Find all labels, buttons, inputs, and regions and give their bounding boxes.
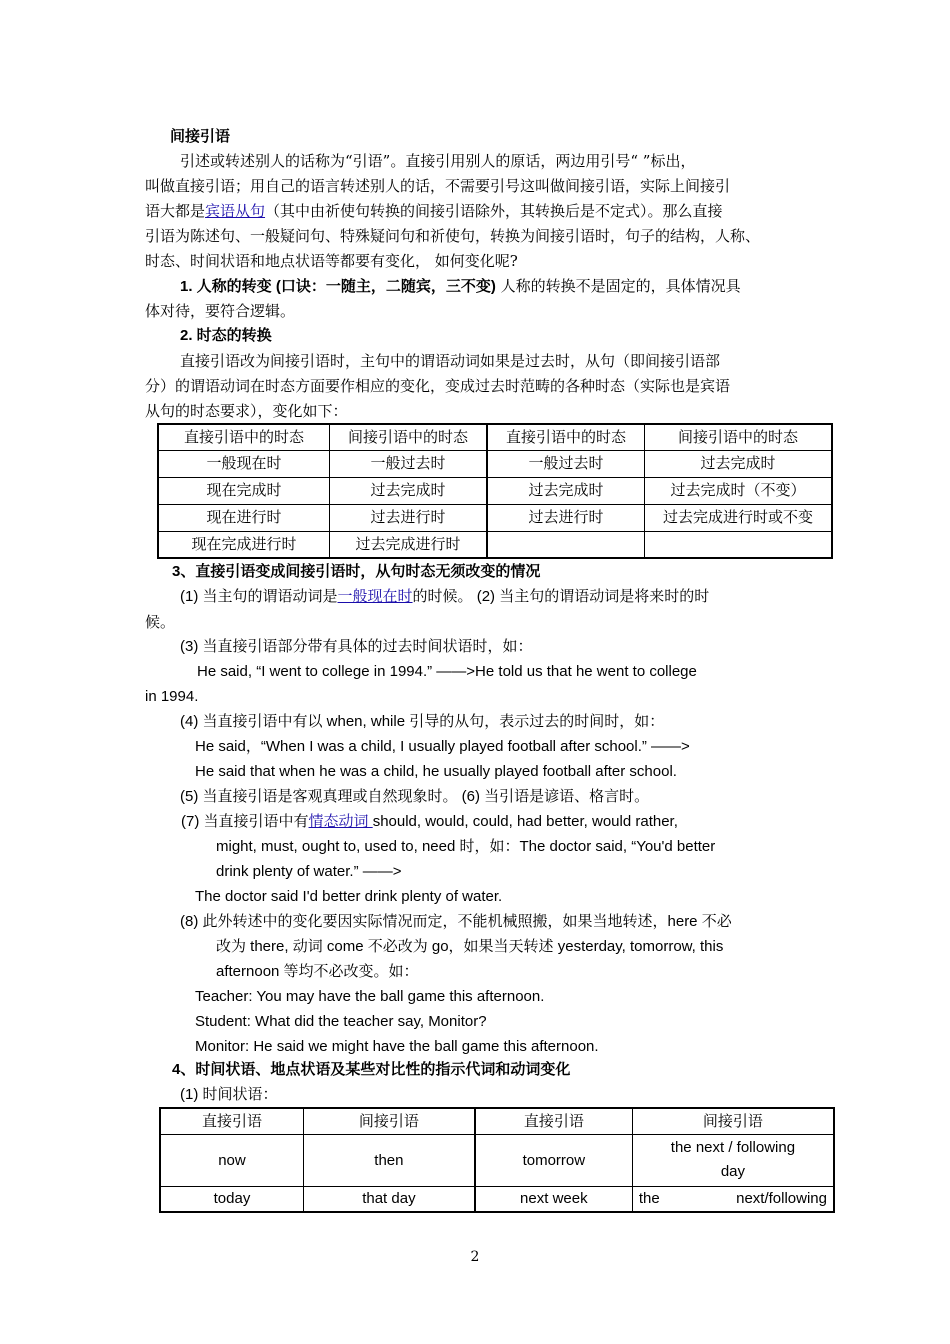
time-adverbial-table bbox=[159, 1107, 835, 1213]
example-line: in 1994. bbox=[145, 688, 199, 705]
table-row bbox=[158, 450, 832, 477]
table-cell: today bbox=[160, 1186, 303, 1212]
table-row bbox=[160, 1186, 834, 1212]
table-header: 间接引语 bbox=[303, 1108, 474, 1134]
section-1-text: 人称的转换不是固定的，具体情况具 bbox=[495, 277, 741, 295]
table-row bbox=[158, 477, 832, 504]
intro-text: （其中由祈使句转换的间接引语除外，其转换后是不定式）。那么直接 bbox=[265, 202, 723, 220]
example-line: He said，“When I was a child, I usually played football after school.” ——> bbox=[195, 738, 690, 755]
table-cell: 过去进行时 bbox=[329, 504, 487, 531]
cell-word: next/following bbox=[736, 1190, 827, 1208]
point-text: (1) 当主句的谓语动词是 bbox=[180, 588, 338, 605]
section-3-point-4: (4) 当直接引语中有以 when, while 引导的从句，表示过去的时间时，如： bbox=[180, 713, 665, 730]
cell-split bbox=[639, 1189, 827, 1208]
table-cell: 一般现在时 bbox=[158, 450, 329, 477]
dialogue-line: Teacher: You may have the ball game this afternoon. bbox=[195, 988, 545, 1005]
simple-present-link[interactable]: 一般现在时 bbox=[337, 588, 413, 605]
section-3-point-1 bbox=[180, 587, 709, 607]
section-2-line-1: 直接引语改为间接引语时，主句中的谓语动词如果是过去时，从句（即间接引语部 bbox=[180, 352, 721, 370]
section-3-heading: 3、直接引语变成间接引语时，从句时态无须改变的情况 bbox=[172, 563, 541, 580]
section-1-heading: 1. 人称的转变 (口诀：一随主，二随宾，三不变) bbox=[180, 278, 496, 295]
section-3-point-7 bbox=[181, 812, 678, 832]
table-cell: 现在完成进行时 bbox=[158, 531, 329, 558]
table-header: 间接引语 bbox=[632, 1108, 834, 1134]
table-cell: 过去进行时 bbox=[487, 504, 645, 531]
point-text: should, would, could, had better, would rather, bbox=[372, 813, 678, 830]
table-row bbox=[160, 1134, 834, 1186]
intro-line-4: 引语为陈述句、一般疑问句、特殊疑问句和祈使句，转换为间接引语时，句子的结构，人称、 bbox=[145, 227, 761, 245]
table-cell: 一般过去时 bbox=[329, 450, 487, 477]
table-cell: 过去完成时 bbox=[645, 450, 833, 477]
table-cell: now bbox=[160, 1134, 303, 1186]
table-header: 直接引语 bbox=[160, 1108, 303, 1134]
object-clause-link[interactable]: 宾语从句 bbox=[205, 202, 266, 220]
table-cell: 过去完成时（不变） bbox=[645, 477, 833, 504]
table-cell: then bbox=[303, 1134, 474, 1186]
table-cell bbox=[487, 531, 645, 558]
section-2-line-3: 从句的时态要求），变化如下： bbox=[145, 402, 348, 420]
modal-verb-link[interactable]: 情态动词 bbox=[308, 813, 373, 830]
cell-line: the next / following bbox=[670, 1139, 796, 1156]
example-line: He said, “I went to college in 1994.” ——>He told us that he went to college bbox=[197, 663, 697, 680]
intro-text: 语大都是 bbox=[145, 202, 206, 220]
section-2-line-2: 分）的谓语动词在时态方面要作相应的变化，变成过去时范畴的各种时态（实际也是宾语 bbox=[145, 377, 731, 395]
table-cell: 过去完成时 bbox=[329, 477, 487, 504]
table-row bbox=[158, 531, 832, 558]
tense-table bbox=[157, 423, 833, 559]
table-header: 直接引语 bbox=[475, 1108, 633, 1134]
table-header: 直接引语中的时态 bbox=[487, 424, 645, 450]
table-cell: that day bbox=[303, 1186, 474, 1212]
point-text: 的时候。 (2) 当主句的谓语动词是将来时的时 bbox=[412, 588, 710, 605]
intro-line-2: 叫做直接引语；用自己的语言转述别人的话，不需要引号这叫做间接引语，实际上间接引 bbox=[145, 177, 731, 195]
dialogue-line: Student: What did the teacher say, Monitor? bbox=[195, 1013, 487, 1030]
point-text: (7) 当直接引语中有 bbox=[181, 813, 309, 830]
table-cell: 过去完成时 bbox=[487, 477, 645, 504]
table-cell bbox=[645, 531, 833, 558]
intro-line-3 bbox=[145, 201, 723, 221]
table-cell: 现在完成时 bbox=[158, 477, 329, 504]
intro-line-5: 时态、时间状语和地点状语等都要有变化， 如何变化呢? bbox=[145, 252, 518, 270]
section-4-subheading: (1) 时间状语： bbox=[180, 1086, 278, 1103]
section-3-point-8-line-2: 改为 there, 动词 come 不必改为 go，如果当天转述 yesterday, tomorrow, this bbox=[216, 938, 724, 955]
section-1-line-2: 体对待，要符合逻辑。 bbox=[145, 302, 296, 320]
section-3-point-8-line-3: afternoon 等均不必改变。如： bbox=[216, 963, 419, 980]
table-cell: next week bbox=[475, 1186, 633, 1212]
section-2-heading: 2. 时态的转换 bbox=[180, 327, 272, 344]
table-header: 间接引语中的时态 bbox=[329, 424, 487, 450]
cell-word: the bbox=[638, 1190, 660, 1208]
section-3-point-8: (8) 此外转述中的变化要因实际情况而定，不能机械照搬，如果当地转述，here 不必 bbox=[180, 913, 732, 930]
intro-line-1: 引述或转述别人的话称为“引语”。直接引用别人的原话，两边用引号“ ”标出， bbox=[180, 152, 696, 170]
table-cell bbox=[632, 1186, 834, 1212]
page-title: 间接引语 bbox=[170, 127, 231, 145]
page-number: 2 bbox=[470, 1249, 480, 1265]
example-line: He said that when he was a child, he usually played football after school. bbox=[195, 763, 677, 780]
table-cell: tomorrow bbox=[475, 1134, 633, 1186]
table-cell: 过去完成进行时 bbox=[329, 531, 487, 558]
section-3-point-3: (3) 当直接引语部分带有具体的过去时间状语时，如： bbox=[180, 638, 533, 655]
table-cell: 现在进行时 bbox=[158, 504, 329, 531]
table-header: 间接引语中的时态 bbox=[645, 424, 833, 450]
dialogue-line: Monitor: He said we might have the ball game this afternoon. bbox=[195, 1038, 599, 1055]
section-3-point-5: (5) 当直接引语是客观真理或自然现象时。 (6) 当引语是谚语、格言时。 bbox=[180, 788, 650, 805]
example-line: The doctor said I'd better drink plenty of water. bbox=[195, 888, 503, 905]
section-3-point-1-cont: 候。 bbox=[145, 613, 176, 631]
table-cell bbox=[632, 1134, 834, 1186]
table-header-row bbox=[158, 424, 832, 450]
section-1-line-1 bbox=[180, 276, 741, 297]
table-header-row bbox=[160, 1108, 834, 1134]
section-4-heading: 4、时间状语、地点状语及某些对比性的指示代词和动词变化 bbox=[172, 1061, 571, 1078]
section-3-point-7-line-3: drink plenty of water.” ——> bbox=[216, 863, 402, 880]
cell-line: day bbox=[720, 1163, 746, 1180]
table-cell: 过去完成进行时或不变 bbox=[645, 504, 833, 531]
section-3-point-7-line-2: might, must, ought to, used to, need 时，如：The doctor said, “You'd better bbox=[216, 838, 716, 855]
table-row bbox=[158, 504, 832, 531]
table-header: 直接引语中的时态 bbox=[158, 424, 329, 450]
table-cell: 一般过去时 bbox=[487, 450, 645, 477]
